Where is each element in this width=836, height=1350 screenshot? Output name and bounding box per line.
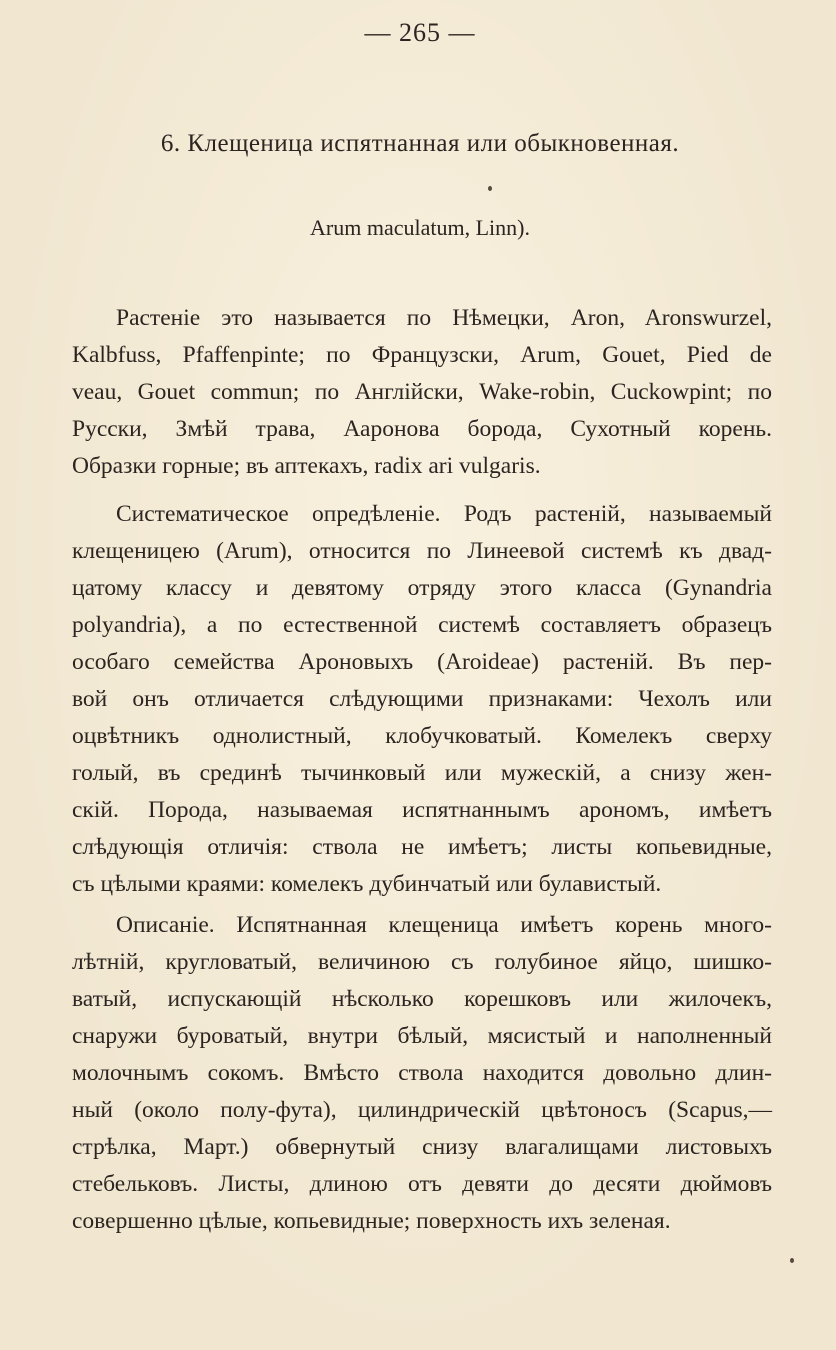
ink-speck <box>790 1258 794 1263</box>
text-line: цатому классу и девятому отряду этого класса (Gynandria <box>72 575 772 601</box>
paragraph-classification <box>72 496 772 903</box>
text-line: Kalbfuss, Pfaffenpinte; по Французски, Arum, Gouet, Pied de <box>72 342 772 368</box>
text-line: совершенно цѣлые, копьевидные; поверхность ихъ зеленая. <box>72 1208 671 1234</box>
ink-speck <box>488 186 492 191</box>
text-line: veau, Gouet commun; по Англійски, Wake-robin, Cuckowpint; по <box>72 379 772 405</box>
text-line: лѣтній, кругловатый, величиною съ голубиное яйцо, шишко- <box>72 949 772 975</box>
text-line: снаружи буроватый, внутри бѣлый, мясистый и наполненный <box>72 1023 772 1049</box>
text-line: скій. Порода, называемая испятнаннымъ арономъ, имѣетъ <box>72 797 772 823</box>
text-line: стебельковъ. Листы, длиною отъ девяти до десяти дюймовъ <box>72 1171 772 1197</box>
text-line: Русски, Змѣй трава, Ааронова борода, Сухотный корень. <box>72 416 772 442</box>
text-line: стрѣлка, Март.) обвернутый снизу влагалищами листовыхъ <box>72 1134 772 1160</box>
paragraph-names <box>72 300 772 485</box>
text-line: Описаніе. Испятнанная клещеница имѣетъ корень много- <box>116 912 772 938</box>
section-heading: 6. Клещеница испятнанная или обыкновенная. <box>160 130 680 157</box>
paragraph-description <box>72 907 772 1240</box>
text-line: Образки горные; въ аптекахъ, radix ari vulgaris. <box>72 453 541 479</box>
text-line: молочнымъ сокомъ. Вмѣсто ствола находится довольно длин- <box>72 1060 772 1086</box>
text-line: Растеніе это называется по Нѣмецки, Aron, Aronswurzel, <box>116 305 772 331</box>
text-line: съ цѣлыми краями: комелекъ дубинчатый или булавистый. <box>72 871 662 897</box>
text-line: вой онъ отличается слѣдующими признаками: Чехолъ или <box>72 686 772 712</box>
text-line: слѣдующія отличія: ствола не имѣетъ; листы копьевидные, <box>72 834 772 860</box>
text-line: Систематическое опредѣленіе. Родъ растеній, называемый <box>116 501 772 527</box>
text-line: голый, въ срединѣ тычинковый или мужескій, а снизу жен- <box>72 760 772 786</box>
page-number: — 265 — <box>364 18 476 47</box>
text-line: клещеницею (Arum), относится по Линеевой системѣ къ двад- <box>72 538 772 564</box>
text-line: особаго семейства Ароновыхъ (Aroideae) растеній. Въ пер- <box>72 649 772 675</box>
text-line: ватый, испускающій нѣсколько корешковъ или жилочекъ, <box>72 986 772 1012</box>
text-line: ный (около полу-фута), цилиндрическій цвѣтоносъ (Scapus,— <box>72 1097 772 1123</box>
latin-name: Arum maculatum, Linn). <box>310 215 530 240</box>
text-line: polyandria), а по естественной системѣ составляетъ образецъ <box>72 612 772 638</box>
text-line: оцвѣтникъ однолистный, клобучковатый. Комелекъ сверху <box>72 723 772 749</box>
